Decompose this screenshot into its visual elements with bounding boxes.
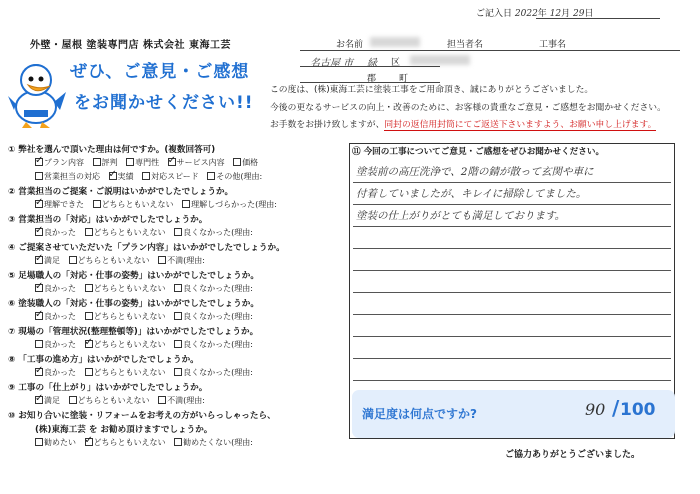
- question-10-line2: (株)東海工芸 を お勧め頂けますでしょうか。: [35, 425, 213, 435]
- name-redacted: [370, 37, 420, 47]
- checkbox[interactable]: [182, 200, 190, 208]
- satisfaction-score: 90: [585, 400, 606, 419]
- q10-options: 勧めたい ✓ どちらともいえない 勧めたくない(理由:: [35, 437, 259, 448]
- date-year: 2022: [514, 9, 538, 19]
- checkbox[interactable]: [126, 158, 134, 166]
- q8-options: ✓良かった どちらともいえない 良くなかった(理由:: [35, 367, 259, 378]
- checkbox[interactable]: [174, 368, 182, 376]
- question-1: ① 弊社を選んで頂いた理由は何ですか。(複数回答可): [8, 145, 216, 155]
- q3-options: ✓良かった どちらともいえない 良くなかった(理由:: [35, 227, 259, 238]
- checkbox[interactable]: [85, 340, 93, 348]
- checkbox[interactable]: [158, 396, 166, 404]
- checkbox[interactable]: [35, 284, 43, 292]
- question-9: ⑨ 工事の「仕上がり」はいかがでしたでしょうか。: [8, 383, 208, 393]
- question-4: ④ ご提案させていただいた「プラン内容」はいかがでしたでしょうか。: [8, 243, 285, 253]
- intro-line-1: この度は、(株)東海工芸に塗装工事をご用命頂き、誠にありがとうございました。: [270, 85, 594, 95]
- ruled-line: [353, 204, 671, 205]
- ruled-line: [353, 336, 671, 337]
- ruled-line: [353, 314, 671, 315]
- checkbox[interactable]: [233, 158, 241, 166]
- date-underline: [536, 18, 660, 19]
- address-city: 名古屋 市: [310, 58, 354, 69]
- checkbox[interactable]: [174, 228, 182, 236]
- q4-options: ✓満足 どちらともいえない 不満(理由:: [35, 255, 211, 266]
- comment-line-2: 付着していましたが、キレイに掃除してました。: [356, 188, 587, 200]
- ruled-line: [353, 182, 671, 183]
- address-redacted: [410, 55, 470, 65]
- checkbox[interactable]: [35, 396, 43, 404]
- q6-options: ✓良かった どちらともいえない 良くなかった(理由:: [35, 311, 259, 322]
- day-unit: 日: [584, 9, 594, 19]
- satisfaction-max: 100: [620, 400, 656, 420]
- intro-line-3: [270, 117, 690, 135]
- worker-label: 工事名: [539, 40, 567, 50]
- ruled-line: [353, 292, 671, 293]
- checkbox[interactable]: [35, 256, 43, 264]
- checkbox[interactable]: [85, 312, 93, 320]
- checkbox[interactable]: [35, 438, 43, 446]
- question-3: ③ 営業担当の「対応」はいかがでしたでしょうか。: [8, 215, 208, 225]
- checkbox[interactable]: [142, 172, 150, 180]
- ruled-line: [353, 248, 671, 249]
- checkbox[interactable]: [109, 172, 117, 180]
- ruled-line: [353, 380, 671, 381]
- month-unit: 月: [561, 9, 571, 19]
- q1-options-row2: 営業担当の対応 ✓ 実績 対応スピード その他(理由:: [35, 171, 268, 182]
- ward-label: 区: [391, 58, 401, 68]
- slogan: [70, 57, 270, 123]
- checkbox[interactable]: [85, 368, 93, 376]
- checkbox[interactable]: [69, 256, 77, 264]
- header-line-2: [300, 66, 440, 67]
- q7-options: 良かった ✓ どちらともいえない 良くなかった(理由:: [35, 339, 259, 350]
- date-day: 29: [573, 9, 585, 19]
- checkbox[interactable]: [35, 200, 43, 208]
- checkbox[interactable]: [85, 438, 93, 446]
- checkbox[interactable]: [85, 228, 93, 236]
- staff-label: 担当者名: [447, 40, 484, 50]
- checkbox[interactable]: [174, 340, 182, 348]
- year-unit: 年: [537, 9, 547, 19]
- q1-options-row1: ✓プラン内容 評判 専門性 ✓ サービス内容 価格: [35, 157, 264, 168]
- checkbox[interactable]: [93, 158, 101, 166]
- intro-text: [270, 82, 690, 135]
- q9-options: ✓満足 どちらともいえない 不満(理由:: [35, 395, 211, 406]
- date-month: 12: [549, 9, 562, 19]
- intro-line-3-red: 同封の返信用封筒にてご返送下さいますよう、お願い申し上げます。: [384, 120, 657, 130]
- question-2: ② 営業担当のご提案・ご説明はいかがでしたでしょうか。: [8, 187, 234, 197]
- name-label: お名前: [336, 40, 364, 50]
- comment-line-3: 塗装の仕上がりがとても満足しております。: [356, 210, 566, 222]
- company-name: 外壁・屋根 塗装専門店 株式会社 東海工芸: [30, 40, 231, 51]
- intro-line-2: 今後の更なるサービスの向上・改善のために、お客様の貴重なご意見・ご感想をお聞かせください。: [270, 102, 666, 113]
- gun-label: 郡: [367, 74, 377, 84]
- thanks-text: ご協力ありがとうございました。: [505, 450, 641, 460]
- mascot-duck-icon: [6, 52, 76, 130]
- question-8: ⑧ 「工事の進め方」はいかがでしたでしょうか。: [8, 355, 199, 365]
- checkbox[interactable]: [35, 340, 43, 348]
- question-7: ⑦ 現場の「管理状況(整理整頓等)」はいかがでしたでしょうか。: [8, 327, 259, 337]
- checkbox[interactable]: [35, 368, 43, 376]
- checkbox[interactable]: [35, 172, 43, 180]
- satisfaction-label: 満足度は何点ですか?: [362, 407, 477, 421]
- checkbox[interactable]: [93, 200, 101, 208]
- checkbox[interactable]: [85, 284, 93, 292]
- intro-line-3-pre: お手数をお掛け致しますが、: [270, 120, 385, 130]
- date-prefix: ご記入日: [476, 9, 513, 19]
- address-ward: 緑: [367, 58, 377, 69]
- ruled-line: [353, 270, 671, 271]
- comment-line-1: 塗装前の高圧洗浄で、2階の錆が散って玄関や車に: [356, 166, 594, 178]
- question-10: ⑩ お知り合いに塗装・リフォームをお考えの方がいらっしゃったら、: [8, 411, 276, 421]
- score-slash: /: [612, 396, 620, 420]
- checkbox[interactable]: [35, 228, 43, 236]
- checkbox[interactable]: [69, 396, 77, 404]
- q5-options: ✓良かった どちらともいえない 良くなかった(理由:: [35, 283, 259, 294]
- checkbox[interactable]: [174, 284, 182, 292]
- checkbox[interactable]: [168, 158, 176, 166]
- checkbox[interactable]: [207, 172, 215, 180]
- comment-title: ⑪ 今回の工事についてご意見・ご感想をぜひお聞かせください。: [352, 147, 605, 157]
- slogan-line-1: ぜひ、ご意見・ご感想: [70, 62, 250, 82]
- ruled-line: [353, 226, 671, 227]
- ruled-line: [353, 358, 671, 359]
- checkbox[interactable]: [35, 312, 43, 320]
- checkbox[interactable]: [158, 256, 166, 264]
- checkbox[interactable]: [174, 312, 182, 320]
- slogan-line-2: をお聞かせください!!: [74, 93, 254, 113]
- checkbox[interactable]: [35, 158, 43, 166]
- question-6: ⑥ 塗装職人の「対応・仕事の姿勢」はいかがでしたでしょうか。: [8, 299, 259, 309]
- checkbox[interactable]: [174, 438, 182, 446]
- town-label: 町: [399, 74, 409, 84]
- header-line-1: [300, 50, 680, 51]
- question-5: ⑤ 足場職人の「対応・仕事の姿勢」はいかがでしたでしょうか。: [8, 271, 259, 281]
- q2-options: ✓理解できた どちらともいえない 理解しづらかった(理由:: [35, 199, 283, 210]
